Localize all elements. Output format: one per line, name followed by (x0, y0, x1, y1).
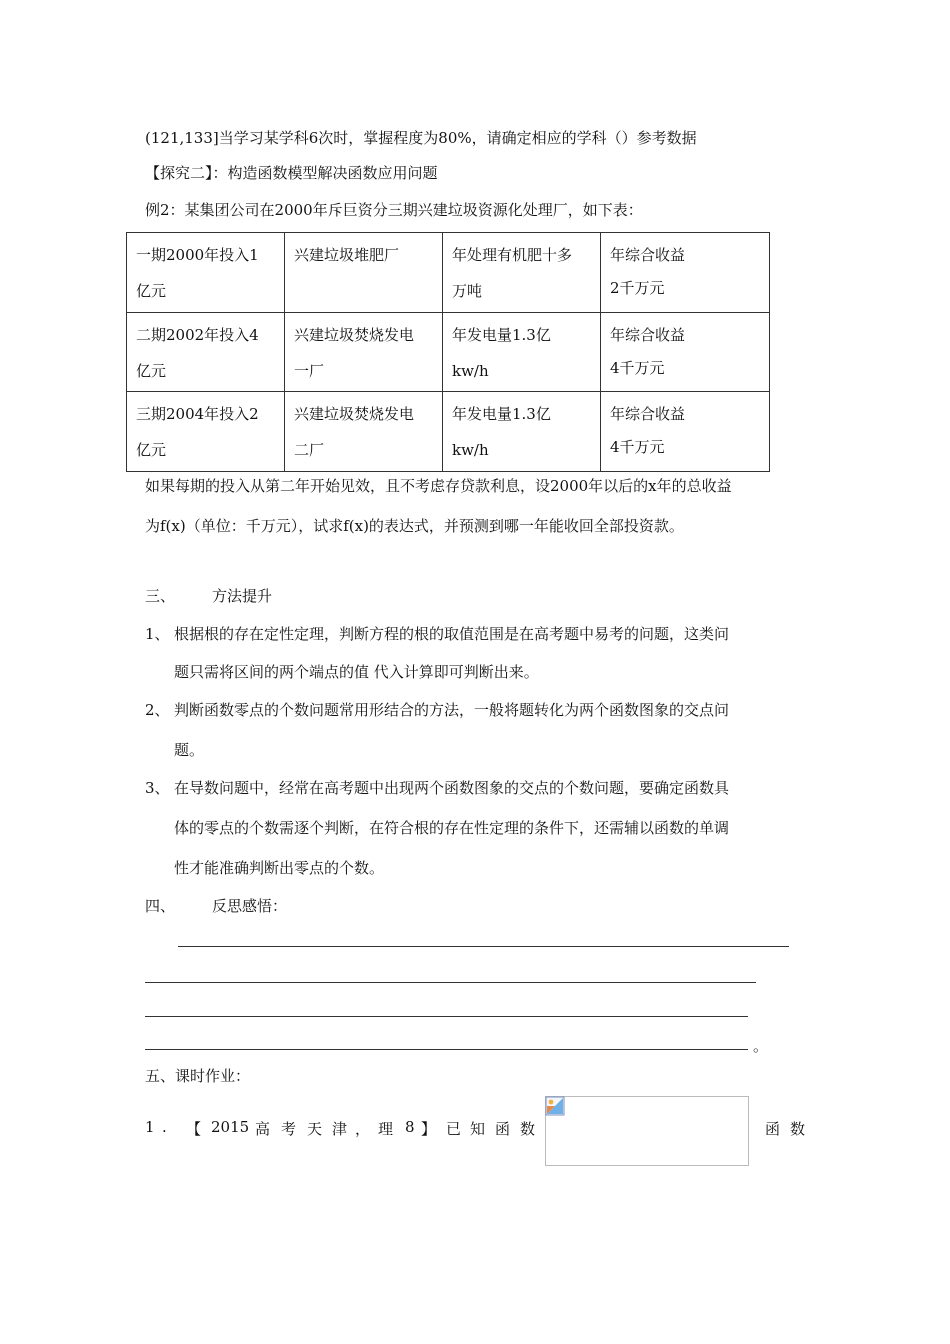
source-word: 高 (255, 1120, 271, 1138)
method-item-1-number: 1、 (145, 625, 170, 643)
method-item-3-number: 3、 (145, 779, 170, 797)
homework-dot: . (162, 1118, 167, 1136)
cell-line: 兴建垃圾焚烧发电 (294, 325, 415, 344)
table-row (127, 312, 770, 392)
cell-line: 二期2002年投入4 (136, 325, 259, 344)
table-cell (601, 233, 770, 313)
homework-year: 2015 (211, 1118, 250, 1136)
bracket-open: 【 (186, 1120, 202, 1138)
cell-line: 万吨 (452, 282, 483, 300)
cell-line: kw/h (452, 361, 489, 380)
blank-line[interactable] (145, 982, 756, 983)
cell-line: 年处理有机肥十多 (452, 246, 573, 264)
homework-number: 1 (145, 1118, 155, 1136)
section4-title: 反思感悟： (212, 897, 288, 915)
cell-line: 年综合收益 (610, 325, 686, 344)
project-table (126, 232, 770, 472)
cell-line: 兴建垃圾焚烧发电 (294, 405, 415, 424)
source-word: 天 (307, 1120, 323, 1138)
table-cell (285, 233, 443, 313)
blank-line[interactable] (145, 1049, 748, 1050)
cell-line: 一厂 (294, 361, 325, 380)
top-line: (121,133]当学习某学科6次时，掌握程度为80%，请确定相应的学科（）参考数据 (145, 129, 697, 147)
suffix-word: 数 (790, 1120, 806, 1138)
section5-title: 五、课时作业： (145, 1067, 251, 1085)
table-cell (127, 392, 285, 472)
table-cell (443, 312, 601, 392)
table-cell (601, 392, 770, 472)
source-word: 理 (378, 1120, 394, 1138)
blank-line[interactable] (145, 1016, 748, 1017)
table-cell (443, 233, 601, 313)
table-cell (285, 392, 443, 472)
cell-line: kw/h (452, 441, 489, 460)
question-line-2: 为f(x)（单位：千万元），试求f(x)的表达式，并预测到哪一年能收回全部投资款。 (145, 517, 684, 535)
table-row (127, 392, 770, 472)
cell-line: 兴建垃圾堆肥厂 (294, 246, 400, 264)
method-item-1-line-2: 题只需将区间的两个端点的值 代入计算即可判断出来。 (174, 663, 539, 681)
method-item-3-line-1: 在导数问题中，经常在高考题中出现两个函数图象的交点的个数问题，要确定函数具 (174, 779, 730, 797)
table-cell (601, 312, 770, 392)
cell-line: 三期2004年投入2 (136, 405, 259, 424)
cell-line: 亿元 (136, 282, 167, 300)
method-item-3-line-3: 性才能准确判断出零点的个数。 (174, 859, 385, 877)
suffix-word: 函 (765, 1120, 781, 1138)
table-row (127, 233, 770, 313)
cell-line: 4千万元 (610, 438, 665, 457)
cell-line: 年综合收益 (610, 246, 686, 264)
method-item-3-line-2: 体的零点的个数需逐个判断，在符合根的存在性定理的条件下，还需辅以函数的单调 (174, 819, 730, 837)
cell-line: 2千万元 (610, 279, 665, 297)
cell-line: 一期2000年投入1 (136, 246, 259, 264)
section3-title: 方法提升 (212, 587, 273, 605)
explore2-heading: 【探究二】：构造函数模型解决函数应用问题 (145, 164, 438, 182)
cell-line: 年综合收益 (610, 405, 686, 424)
table-cell (443, 392, 601, 472)
blank-line[interactable] (178, 946, 789, 947)
cell-line: 二厂 (294, 441, 325, 460)
broken-image-icon (545, 1096, 565, 1116)
source-word: 津 (332, 1120, 348, 1138)
example2-intro: 例2：某集团公司在2000年斥巨资分三期兴建垃圾资源化处理厂，如下表： (145, 201, 643, 219)
source-word: ， (355, 1120, 371, 1138)
cell-line: 亿元 (136, 441, 167, 460)
prefix-word: 函 (495, 1120, 511, 1138)
cell-line: 4千万元 (610, 358, 665, 377)
prefix-word: 知 (470, 1120, 486, 1138)
blank-end-mark: 。 (753, 1037, 769, 1055)
problem-number: 8 (405, 1118, 415, 1136)
method-item-2-line-2: 题。 (174, 741, 205, 759)
method-item-2-number: 2、 (145, 701, 170, 719)
question-line-1: 如果每期的投入从第二年开始见效，且不考虑存贷款利息，设2000年以后的x年的总收益 (145, 477, 732, 495)
cell-line: 年发电量1.3亿 (452, 405, 551, 424)
method-item-1-line-1: 根据根的存在定性定理，判断方程的根的取值范围是在高考题中易考的问题，这类问 (174, 625, 730, 643)
source-word: 考 (281, 1120, 297, 1138)
method-item-2-line-1: 判断函数零点的个数问题常用形结合的方法，一般将题转化为两个函数图象的交点问 (174, 701, 730, 719)
prefix-word: 数 (520, 1120, 536, 1138)
cell-line: 年发电量1.3亿 (452, 325, 551, 344)
prefix-word: 已 (446, 1120, 462, 1138)
cell-line: 亿元 (136, 361, 167, 380)
formula-image-placeholder (545, 1096, 749, 1166)
table-cell (285, 312, 443, 392)
section4-number: 四、 (145, 897, 176, 915)
section3-number: 三、 (145, 587, 176, 605)
bracket-close: 】 (421, 1120, 437, 1138)
table-cell (127, 312, 285, 392)
table-cell (127, 233, 285, 313)
